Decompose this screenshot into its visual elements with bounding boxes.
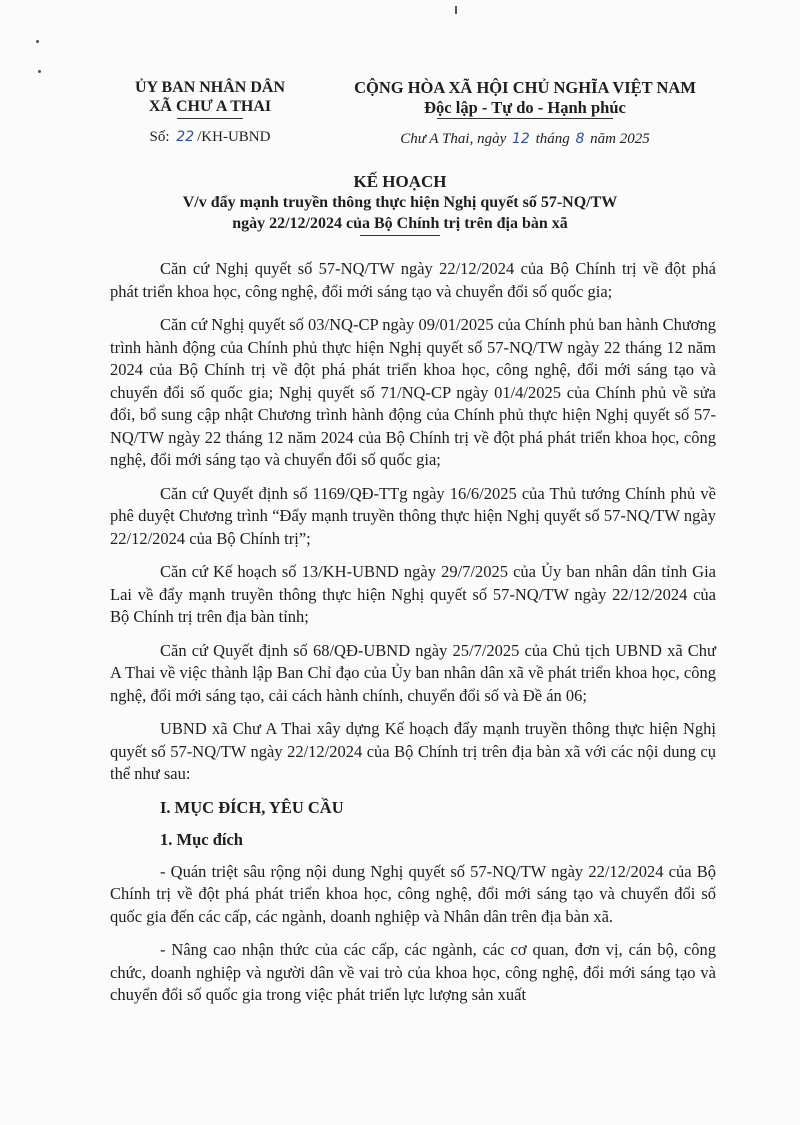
- paragraph: Căn cứ Nghị quyết số 57-NQ/TW ngày 22/12/2024 của Bộ Chính trị về đột phá phát triển khoa học, công nghệ, đổi mới sáng tạo và chuyển đổi số quốc gia;: [110, 259, 716, 301]
- paragraph: Căn cứ Quyết định số 68/QĐ-UBND ngày 25/7/2025 của Chủ tịch UBND xã Chư A Thai về việc thành lập Ban Chỉ đạo của Ủy ban nhân dân xã về phát triển khoa học, công nghệ, đổi mới sáng tạo, cải cách hành chính, chuyển đổi số và Đề án 06;: [110, 640, 716, 705]
- doc-number-handwritten: 22: [176, 129, 195, 145]
- document-subject-line1: V/v đẩy mạnh truyền thông thực hiện Nghị quyết số 57-NQ/TW: [182, 194, 618, 211]
- paragraph: Căn cứ Quyết định số 1169/QĐ-TTg ngày 16/6/2025 của Thủ tướng Chính phủ về phê duyệt Chương trình “Đẩy mạnh truyền thông thực hiện Nghị quyết số 57-NQ/TW ngày 22/12/2024 của Bộ Chính trị”;: [110, 483, 716, 548]
- date-day-handwritten: 12: [511, 131, 530, 147]
- date-year: năm 2025: [590, 131, 650, 147]
- national-header-block: [325, 78, 725, 148]
- org-underline: [177, 118, 243, 119]
- scan-speck: [455, 6, 457, 14]
- paragraph: UBND xã Chư A Thai xây dựng Kế hoạch đẩy mạnh truyền thông thực hiện Nghị quyết số 57-NQ/TW ngày 22/12/2024 của Bộ Chính trị trên địa bàn xã với các nội dung cụ thể như sau:: [110, 719, 716, 783]
- org-name-line2: XÃ CHƯ A THAI: [148, 98, 272, 115]
- date-month-label: tháng: [535, 131, 570, 147]
- doc-number-suffix: /KH-UBND: [197, 129, 271, 145]
- doc-number-prefix: Số:: [149, 129, 170, 145]
- title-underline: [360, 235, 440, 236]
- document-title-block: [100, 172, 700, 236]
- motto-underline: [437, 118, 613, 119]
- org-name-line1: ỦY BAN NHÂN DÂN: [134, 79, 286, 96]
- nation-name: CỘNG HÒA XÃ HỘI CHỦ NGHĨA VIỆT NAM: [354, 78, 696, 97]
- scan-speck: [38, 70, 41, 73]
- date-place: Chư A Thai, ngày: [400, 131, 507, 147]
- date-month-handwritten: 8: [575, 131, 585, 147]
- issue-date: [325, 131, 725, 148]
- national-motto: Độc lập - Tự do - Hạnh phúc: [424, 98, 626, 117]
- subsection-heading: 1. Mục đích: [160, 829, 243, 849]
- bullet-paragraph: - Nâng cao nhận thức của các cấp, các ngành, các cơ quan, đơn vị, cán bộ, công chức, doanh nghiệp và người dân về vai trò của khoa học, công nghệ, đổi mới sáng tạo và chuyển đổi số quốc gia trong việc phát triển lực lượng sản xuất: [110, 940, 716, 1004]
- document-title: KẾ HOẠCH: [353, 172, 447, 191]
- paragraph: Căn cứ Kế hoạch số 13/KH-UBND ngày 29/7/2025 của Ủy ban nhân dân tỉnh Gia Lai về đẩy mạnh truyền thông thực hiện Nghị quyết số 57-NQ/TW ngày 22/12/2024 của Bộ Chính trị trên địa bàn tỉnh;: [110, 562, 716, 626]
- paragraph: Căn cứ Nghị quyết số 03/NQ-CP ngày 09/01/2025 của Chính phủ ban hành Chương trình hành động của Chính phủ thực hiện Nghị quyết số 57-NQ/TW ngày 22 tháng 12 năm 2024 của Bộ Chính trị về đột phá phát triển khoa học, công nghệ, đổi mới sáng tạo và chuyển đổi số quốc gia; Nghị quyết số 71/NQ-CP ngày 01/4/2025 của Chính phủ về sửa đổi, bổ sung cập nhật Chương trình hành động của Chính phủ thực hiện Nghị quyết số 57-NQ/TW ngày 22 tháng 12 năm 2024 của Bộ Chính trị về đột phá phát triển khoa học, công nghệ, đổi mới sáng tạo và chuyển đổi số quốc gia;: [110, 315, 716, 469]
- section-heading: I. MỤC ĐÍCH, YÊU CẦU: [160, 797, 344, 817]
- bullet-paragraph: - Quán triệt sâu rộng nội dung Nghị quyết số 57-NQ/TW ngày 22/12/2024 của Bộ Chính trị về đột phá phát triển khoa học, công nghệ, đổi mới sáng tạo và chuyển đổi số quốc gia đến các cấp, các ngành, doanh nghiệp và Nhân dân trên địa bàn xã.: [110, 861, 716, 926]
- document-number: [105, 129, 315, 146]
- scan-speck: [36, 40, 39, 43]
- issuing-authority-block: [105, 78, 315, 146]
- document-subject-line2: ngày 22/12/2024 của Bộ Chính trị trên địa bàn xã: [232, 215, 568, 232]
- document-body: [110, 258, 716, 1018]
